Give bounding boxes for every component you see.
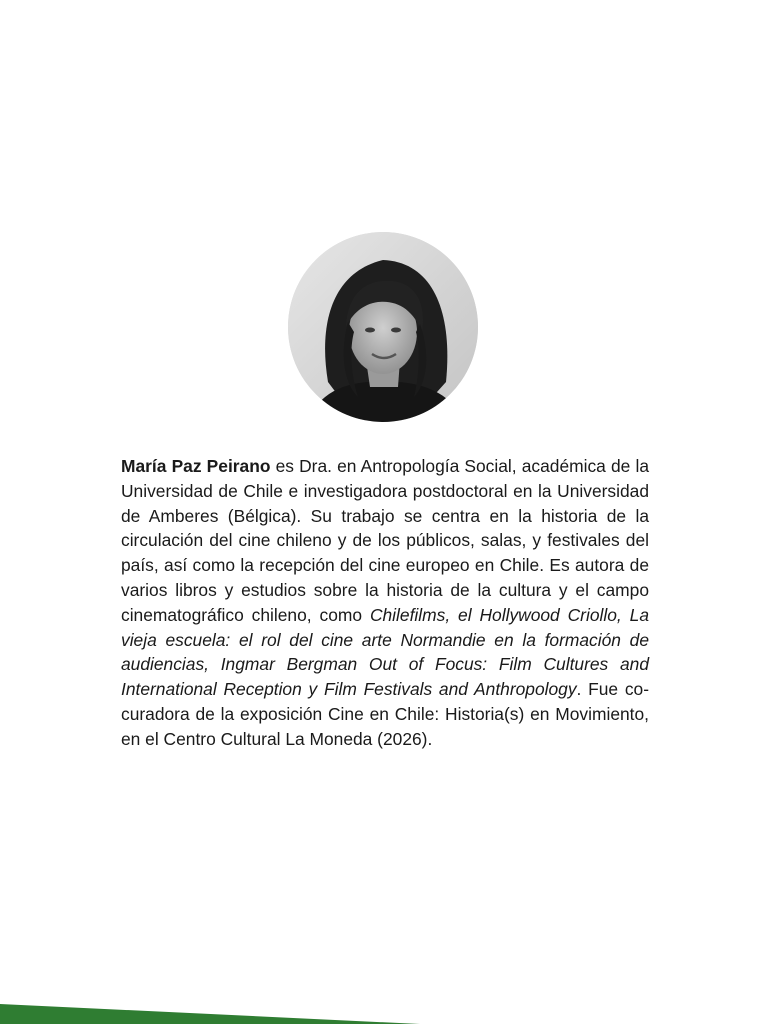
portrait-image — [288, 232, 478, 422]
author-name: María Paz Peirano — [121, 456, 271, 476]
bio-text-closing: . Fue co-curadora de la exposición Cine en Chile: Historia(s) en Movimiento, en el Centro Cultural La Moneda (2026). — [121, 679, 650, 749]
footer-green-band — [0, 974, 768, 1024]
author-photo — [288, 232, 478, 422]
green-wedge-shape — [0, 974, 768, 1024]
bio-text-intro: es Dra. en Antropología Social, académica de la Universidad de Chile e investigadora postdoctoral en la Universidad de Amberes (Bélgica). Su trabajo se centra en la historia de la circulación del cine chileno y de los públicos, salas, y festivales del país, así como la recepción del cine europeo en Chile. Es autora de varios libros y estudios sobre la historia de la cultura y el campo cinematográfico chileno, como — [121, 456, 649, 625]
author-bio — [121, 454, 649, 752]
bio-works-titles: Chilefilms, el Hollywood Criollo, La vieja escuela: el rol del cine arte Normandie en la formación de audiencias, Ingmar Bergman Out of Focus: Film Cultures and International Reception y Film Festivals and Anthropology — [121, 604, 649, 700]
